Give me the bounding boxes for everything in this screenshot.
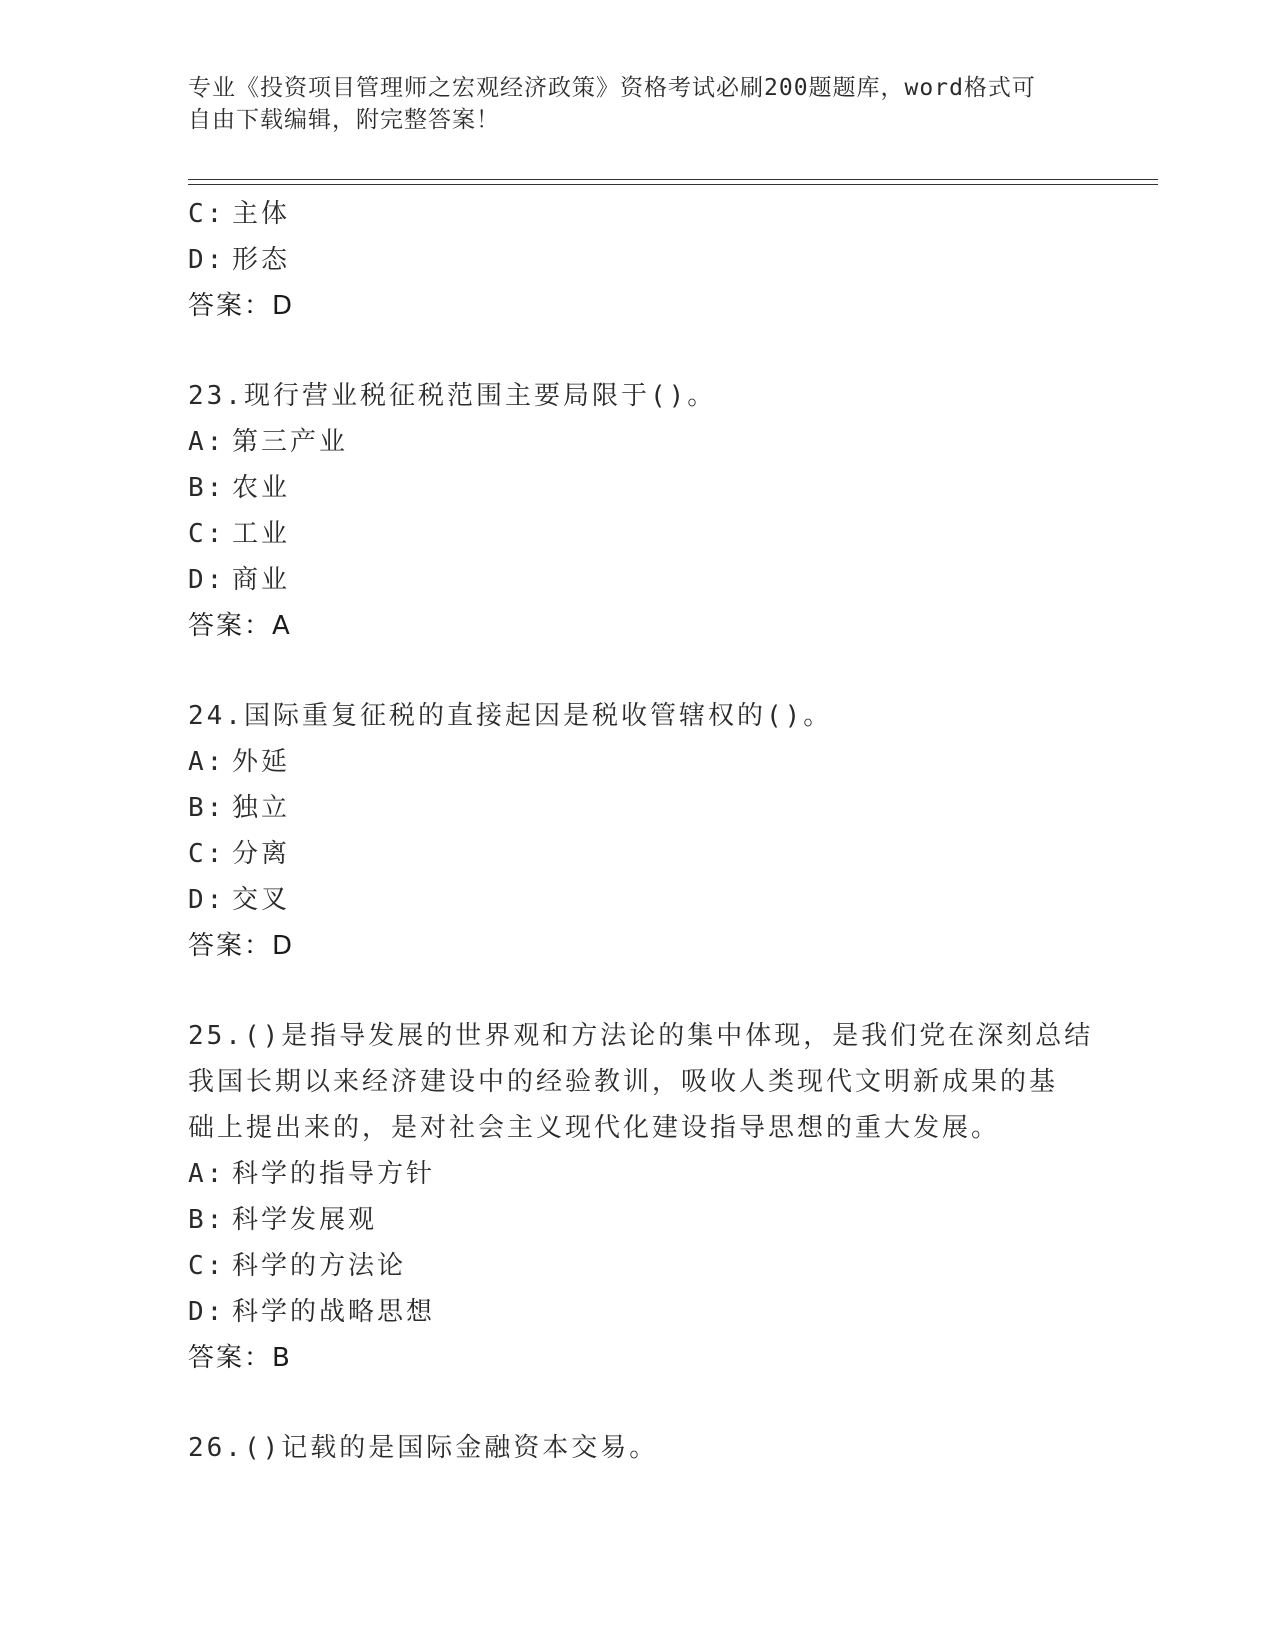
option-letter: C: — [188, 1251, 226, 1281]
option-b — [188, 785, 1088, 831]
header-title-line-1: 专业《投资项目管理师之宏观经济政策》资格考试必刷200题题库，word格式可 — [188, 75, 1036, 101]
option-c — [188, 191, 1088, 237]
header-rule-top — [188, 179, 1158, 180]
option-d — [188, 1289, 1088, 1335]
question-stem-line-2: 我国长期以来经济建设中的经验教训，吸收人类现代文明新成果的基 — [188, 1067, 1059, 1097]
option-text: 商业 — [232, 565, 291, 595]
option-letter: C: — [188, 839, 226, 869]
option-d — [188, 557, 1088, 603]
option-letter: D: — [188, 245, 226, 275]
option-letter: D: — [188, 885, 226, 915]
answer-line: 答案：A — [188, 611, 292, 641]
question-block-24 — [188, 693, 1088, 969]
option-letter: A: — [188, 747, 226, 777]
option-a — [188, 739, 1088, 785]
option-text: 外延 — [232, 747, 291, 777]
question-block-26 — [188, 1425, 1088, 1471]
option-text: 形态 — [232, 245, 291, 275]
option-d — [188, 237, 1088, 283]
option-text: 科学的指导方针 — [232, 1159, 436, 1189]
question-stem: 23.现行营业税征税范围主要局限于()。 — [188, 381, 717, 411]
option-text: 交叉 — [232, 885, 291, 915]
page-header — [188, 72, 1068, 136]
option-b — [188, 1197, 1088, 1243]
question-stem: 26.()记载的是国际金融资本交易。 — [188, 1433, 659, 1463]
option-letter: B: — [188, 473, 226, 503]
option-c — [188, 1243, 1088, 1289]
option-text: 科学发展观 — [232, 1205, 378, 1235]
option-text: 独立 — [232, 793, 291, 823]
option-letter: B: — [188, 1205, 226, 1235]
option-text: 主体 — [232, 199, 291, 229]
answer-line: 答案：D — [188, 291, 295, 321]
answer-line: 答案：D — [188, 931, 295, 961]
option-c — [188, 511, 1088, 557]
question-stem: 24.国际重复征税的直接起因是税收管辖权的()。 — [188, 701, 833, 731]
question-block-carryover — [188, 191, 1088, 329]
question-list — [188, 191, 1094, 1471]
question-block-25 — [188, 1013, 1094, 1381]
header-rule-bottom — [188, 184, 1158, 185]
option-letter: C: — [188, 199, 226, 229]
option-c — [188, 831, 1088, 877]
option-text: 科学的战略思想 — [232, 1297, 436, 1327]
option-a — [188, 1151, 1088, 1197]
header-title-line-2: 自由下载编辑，附完整答案！ — [188, 107, 500, 133]
option-d — [188, 877, 1088, 923]
option-b — [188, 465, 1088, 511]
option-a — [188, 419, 1088, 465]
option-letter: C: — [188, 519, 226, 549]
answer-line: 答案：B — [188, 1343, 292, 1373]
option-text: 分离 — [232, 839, 291, 869]
option-text: 工业 — [232, 519, 291, 549]
option-letter: D: — [188, 1297, 226, 1327]
option-text: 第三产业 — [232, 427, 349, 457]
question-block-23 — [188, 373, 1088, 649]
option-letter: D: — [188, 565, 226, 595]
option-letter: A: — [188, 427, 226, 457]
question-stem-line-3: 础上提出来的，是对社会主义现代化建设指导思想的重大发展。 — [188, 1113, 1001, 1143]
option-text: 科学的方法论 — [232, 1251, 407, 1281]
question-stem-line-1: 25.()是指导发展的世界观和方法论的集中体现，是我们党在深刻总结 — [188, 1021, 1094, 1051]
option-letter: B: — [188, 793, 226, 823]
option-letter: A: — [188, 1159, 226, 1189]
option-text: 农业 — [232, 473, 291, 503]
